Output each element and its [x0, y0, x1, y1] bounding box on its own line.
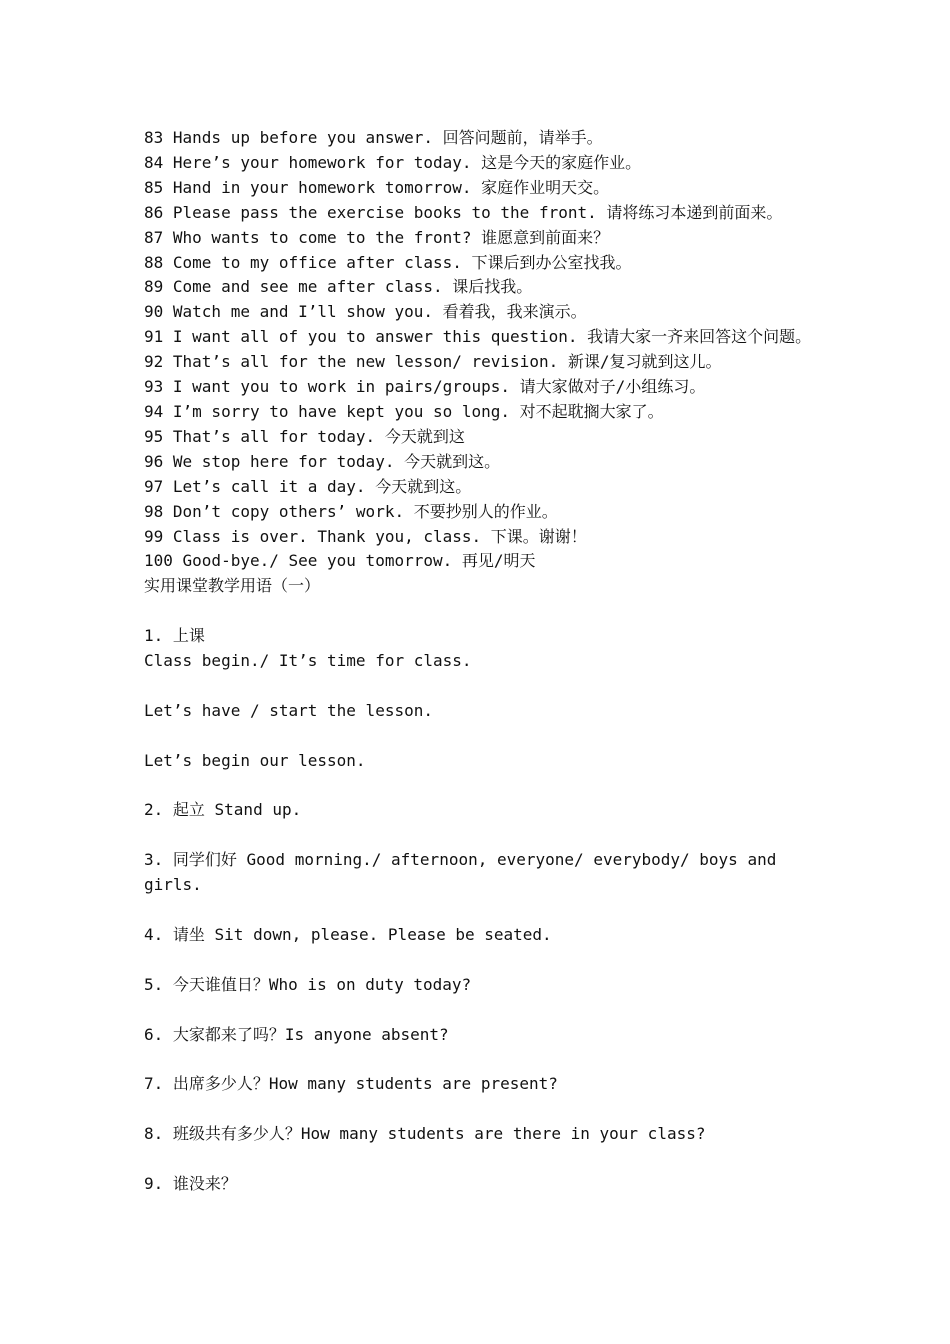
text-line: 85 Hand in your homework tomorrow. 家庭作业明天交。 — [144, 177, 610, 197]
text-line: 2. 起立 Stand up. — [144, 800, 302, 820]
section-title: 实用课堂教学用语（一） — [144, 576, 321, 596]
blank-line — [144, 1097, 824, 1122]
blank-line — [144, 724, 824, 749]
text-line: Let’s have / start the lesson. — [144, 700, 433, 720]
text-line: 99 Class is over. Thank you, class. 下课。谢谢！ — [144, 526, 587, 546]
blank-line — [144, 898, 824, 923]
text-line: Class begin./ It’s time for class. — [144, 651, 472, 671]
text-line: 100 Good-bye./ See you tomorrow. 再见/明天 — [144, 551, 536, 571]
text-line: 93 I want you to work in pairs/groups. 请大家做对子/小组练习。 — [144, 377, 706, 397]
text-line: 84 Here’s your homework for today. 这是今天的家庭作业。 — [144, 152, 642, 172]
blank-line — [144, 948, 824, 973]
blank-line — [144, 823, 824, 848]
text-line: 7. 出席多少人？How many students are present? — [144, 1074, 558, 1094]
text-line: 4. 请坐 Sit down, please. Please be seated. — [144, 924, 552, 944]
text-line: 86 Please pass the exercise books to the front. 请将练习本递到前面来。 — [144, 202, 783, 222]
text-line: 9. 谁没来？ — [144, 1173, 237, 1193]
document-page — [144, 126, 824, 1197]
blank-line — [144, 599, 824, 624]
blank-line — [144, 774, 824, 799]
text-line: 96 We stop here for today. 今天就到这。 — [144, 451, 501, 471]
text-line: 83 Hands up before you answer. 回答问题前，请举手。 — [144, 128, 603, 147]
text-line: 95 That’s all for today. 今天就到这 — [144, 426, 465, 446]
blank-line — [144, 1147, 824, 1172]
text-line: 90 Watch me and I’ll show you. 看着我，我来演示。 — [144, 302, 587, 322]
text-line: 98 Don’t copy others’ work. 不要抄别人的作业。 — [144, 501, 558, 521]
text-line: 92 That’s all for the new lesson/ revision. 新课/复习就到这儿。 — [144, 352, 722, 372]
text-line: 5. 今天谁值日？Who is on duty today? — [144, 974, 472, 994]
text-line: 91 I want all of you to answer this question. 我请大家一齐来回答这个问题。 — [144, 327, 812, 347]
text-line: 3. 同学们好 Good morning./ afternoon, everyone/ everybody/ boys and girls. — [144, 850, 786, 895]
text-line: 88 Come to my office after class. 下课后到办公室找我。 — [144, 252, 632, 272]
blank-line — [144, 1047, 824, 1072]
text-line: 6. 大家都来了吗？Is anyone absent? — [144, 1024, 449, 1044]
text-line: 8. 班级共有多少人？How many students are there in your class? — [144, 1124, 706, 1144]
text-line: 89 Come and see me after class. 课后找我。 — [144, 277, 533, 297]
text-line: 87 Who wants to come to the front? 谁愿意到前面来？ — [144, 227, 610, 247]
text-line: 1. 上课 — [144, 626, 205, 646]
blank-line — [144, 674, 824, 699]
text-line: 97 Let’s call it a day. 今天就到这。 — [144, 476, 472, 496]
blank-line — [144, 998, 824, 1023]
text-line: 94 I’m sorry to have kept you so long. 对不起耽搁大家了。 — [144, 401, 664, 421]
text-line: Let’s begin our lesson. — [144, 750, 366, 770]
